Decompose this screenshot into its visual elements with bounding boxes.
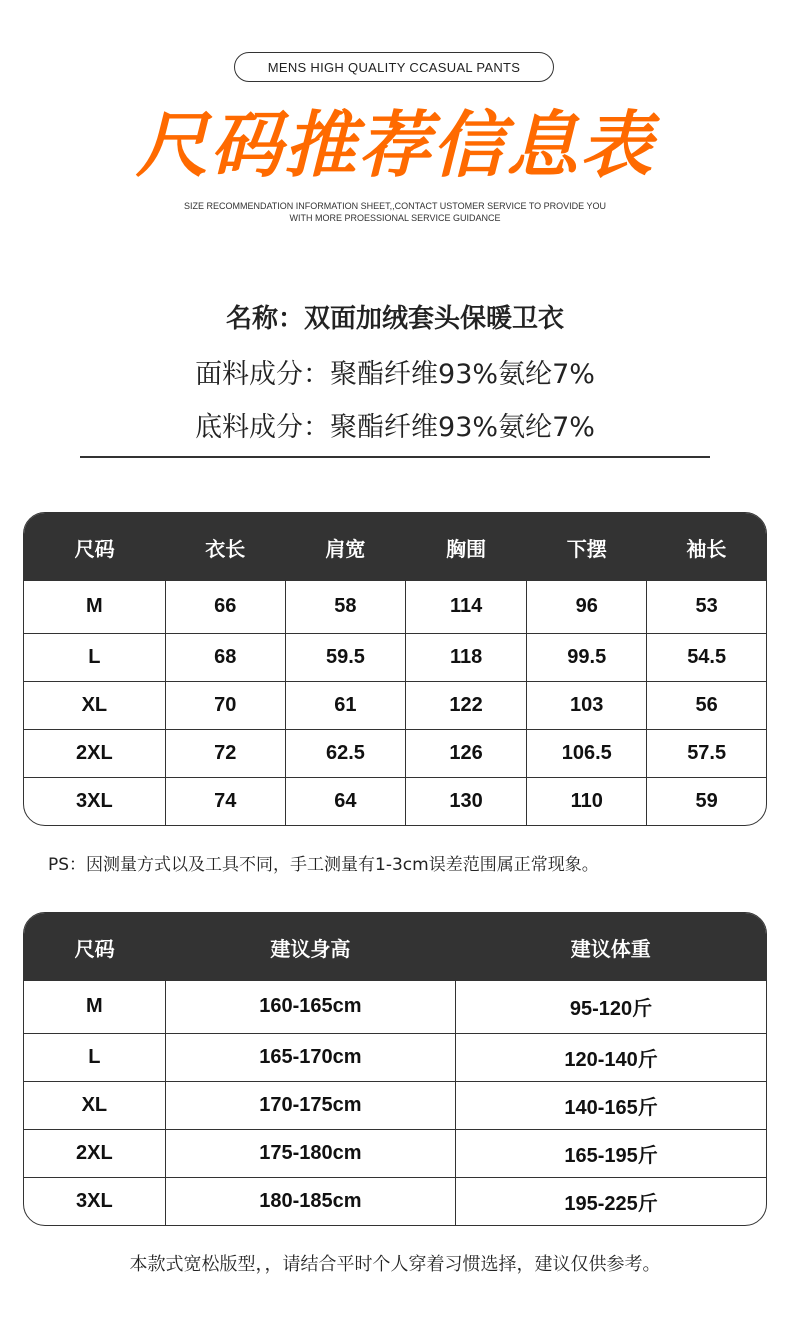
table-cell: XL xyxy=(24,1081,165,1129)
page-title: 尺码推荐信息表 xyxy=(135,103,654,187)
table-cell: 3XL xyxy=(24,777,165,825)
table-cell: 122 xyxy=(406,681,527,729)
subtitle-line-2: WITH MORE PROESSIONAL SERVICE GUIDANCE xyxy=(289,213,501,223)
table-cell: 170-175cm xyxy=(165,1081,455,1129)
table-cell: 140-165斤 xyxy=(456,1081,766,1129)
header-weight: 建议体重 xyxy=(570,936,651,961)
table-header-row xyxy=(24,513,766,581)
table-row xyxy=(24,581,766,633)
table-cell: 59 xyxy=(647,777,766,825)
subtitle xyxy=(0,200,790,224)
table-cell: XL xyxy=(24,681,165,729)
header-chest: 胸围 xyxy=(446,536,487,561)
table-cell: 195-225斤 xyxy=(456,1177,766,1225)
table-cell: 114 xyxy=(406,581,527,633)
table-row xyxy=(24,633,766,681)
table-cell: L xyxy=(24,633,165,681)
header-size: 尺码 xyxy=(74,936,115,961)
table-cell: 118 xyxy=(406,633,527,681)
table-cell: 70 xyxy=(165,681,285,729)
table-cell: 54.5 xyxy=(647,633,766,681)
table-cell: 61 xyxy=(285,681,405,729)
table-cell: L xyxy=(24,1033,165,1081)
table-cell: 95-120斤 xyxy=(456,981,766,1033)
table-row xyxy=(24,729,766,777)
header-shoulder: 肩宽 xyxy=(325,536,366,561)
table-cell: 53 xyxy=(647,581,766,633)
table-cell: 64 xyxy=(285,777,405,825)
table-cell: 120-140斤 xyxy=(456,1033,766,1081)
product-name: 名称：双面加绒套头保暖卫衣 xyxy=(225,304,564,334)
table-cell: 103 xyxy=(527,681,647,729)
table-cell: 74 xyxy=(165,777,285,825)
lining-composition: 底料成分：聚酯纤维93%氨纶7% xyxy=(195,412,595,443)
table-cell: 58 xyxy=(285,581,405,633)
header-length: 衣长 xyxy=(205,536,246,561)
table-row xyxy=(24,681,766,729)
table-cell: 72 xyxy=(165,729,285,777)
table-cell: 165-195斤 xyxy=(456,1129,766,1177)
table-cell: 165-170cm xyxy=(165,1033,455,1081)
table-cell: 106.5 xyxy=(527,729,647,777)
table-cell: 130 xyxy=(406,777,527,825)
table-row xyxy=(24,1129,766,1177)
divider xyxy=(80,456,710,458)
fabric-composition: 面料成分：聚酯纤维93%氨纶7% xyxy=(195,359,595,390)
recommendation-table xyxy=(23,912,767,1226)
table-cell: 66 xyxy=(165,581,285,633)
table-row xyxy=(24,777,766,825)
table-cell: 160-165cm xyxy=(165,981,455,1033)
table-header-row xyxy=(24,913,766,981)
table-cell: 96 xyxy=(527,581,647,633)
table-cell: 62.5 xyxy=(285,729,405,777)
header-sleeve: 袖长 xyxy=(686,536,727,561)
table-cell: 180-185cm xyxy=(165,1177,455,1225)
table-cell: 2XL xyxy=(24,1129,165,1177)
table-row xyxy=(24,1081,766,1129)
table-cell: 99.5 xyxy=(527,633,647,681)
table-cell: 2XL xyxy=(24,729,165,777)
table-row xyxy=(24,1177,766,1225)
table-cell: 3XL xyxy=(24,1177,165,1225)
table-cell: 126 xyxy=(406,729,527,777)
fit-note: 本款式宽松版型，，请结合平时个人穿着习惯选择，建议仅供参考。 xyxy=(129,1254,661,1275)
table-cell: 59.5 xyxy=(285,633,405,681)
table-row xyxy=(24,1033,766,1081)
tagline-pill xyxy=(234,52,554,82)
table-cell: 56 xyxy=(647,681,766,729)
header-hem: 下摆 xyxy=(566,536,607,561)
measurement-table xyxy=(23,512,767,826)
table-cell: 57.5 xyxy=(647,729,766,777)
subtitle-line-1: SIZE RECOMMENDATION INFORMATION SHEET,,CONTACT USTOMER SERVICE TO PROVIDE YOU xyxy=(183,201,607,211)
table-cell: 110 xyxy=(527,777,647,825)
measurement-note: PS：因测量方式以及工具不同，手工测量有1-3cm误差范围属正常现象。 xyxy=(48,855,599,875)
table-cell: M xyxy=(86,995,103,1018)
table-cell: 68 xyxy=(165,633,285,681)
table-row xyxy=(24,981,766,1033)
table-cell: 175-180cm xyxy=(165,1129,455,1177)
tagline-text: MENS HIGH QUALITY CCASUAL PANTS xyxy=(267,59,521,75)
header-size: 尺码 xyxy=(74,536,115,561)
table-cell: M xyxy=(86,595,103,618)
header-height: 建议身高 xyxy=(270,936,351,961)
